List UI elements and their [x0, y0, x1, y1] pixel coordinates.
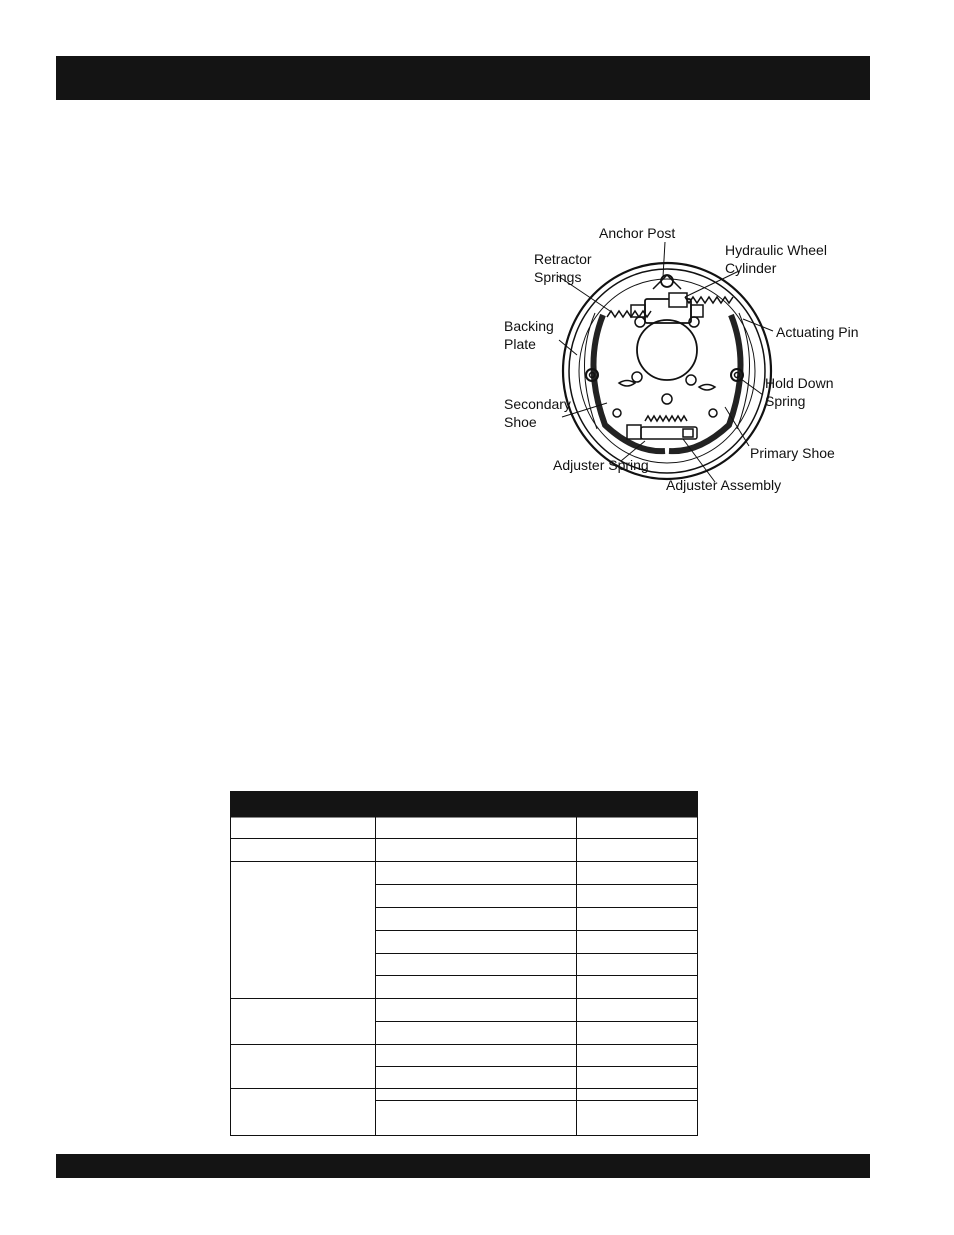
- label-hold-down: Hold Down: [765, 375, 834, 391]
- header-bar: [56, 56, 870, 100]
- label-backing: Backing: [504, 318, 554, 334]
- brake-diagram: [495, 215, 875, 505]
- label-cylinder: Cylinder: [725, 260, 777, 276]
- label-secondary: Secondary: [504, 396, 571, 412]
- footer-bar: [56, 1154, 870, 1178]
- table-grid: [230, 817, 698, 1136]
- label-hydraulic-wheel: Hydraulic Wheel: [725, 242, 827, 258]
- table-body: [230, 817, 698, 1136]
- label-adjuster-spring: Adjuster Spring: [553, 457, 649, 473]
- specification-table: [230, 791, 698, 1136]
- label-adjuster-assembly: Adjuster Assembly: [666, 477, 782, 493]
- label-springs: Springs: [534, 269, 582, 285]
- label-anchor-post: Anchor Post: [599, 225, 676, 241]
- label-primary-shoe: Primary Shoe: [750, 445, 835, 461]
- label-retractor: Retractor: [534, 251, 592, 267]
- label-actuating-pin: Actuating Pin: [776, 324, 859, 340]
- table-header: [230, 791, 698, 817]
- label-spring: Spring: [765, 393, 806, 409]
- label-plate: Plate: [504, 336, 536, 352]
- label-shoe: Shoe: [504, 414, 537, 430]
